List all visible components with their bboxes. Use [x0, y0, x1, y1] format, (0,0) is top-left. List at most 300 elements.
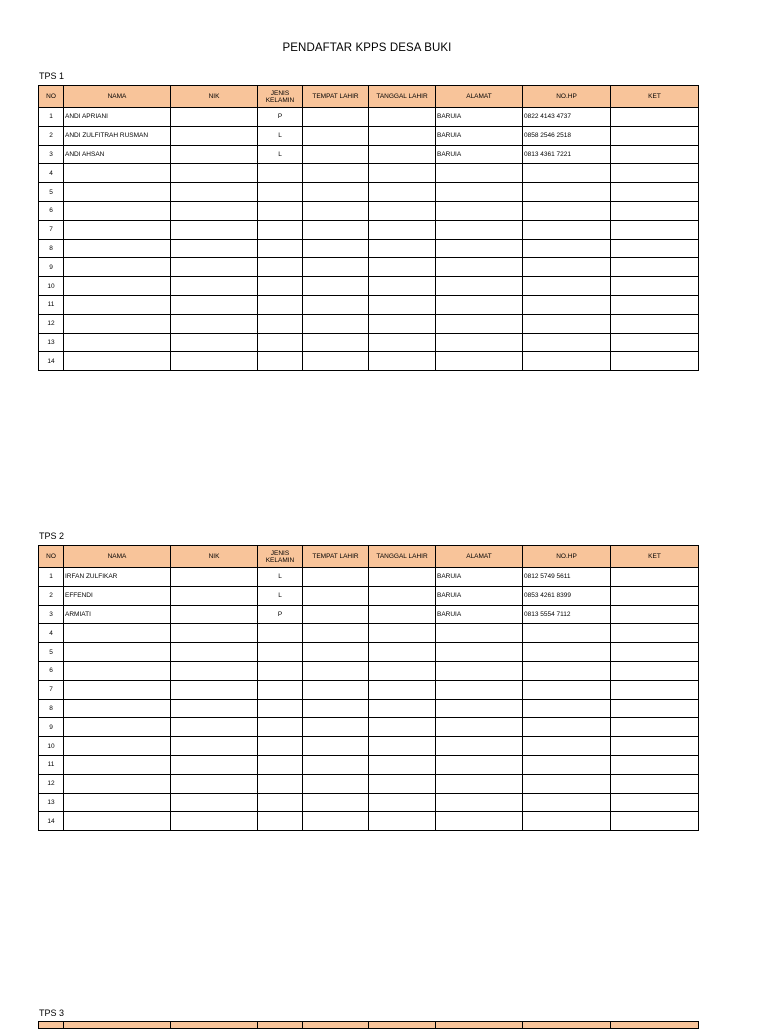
cell-nama: [64, 201, 171, 220]
cell-alamat: [436, 277, 523, 296]
cell-jenis-kelamin: [258, 624, 303, 643]
table-row: [39, 699, 699, 718]
cell-jenis-kelamin: L: [258, 145, 303, 164]
cell-nik: [171, 605, 258, 624]
table-row: [39, 352, 699, 371]
cell-alamat: [436, 699, 523, 718]
table-row: [39, 295, 699, 314]
cell-tempat-lahir: [303, 680, 369, 699]
cell-no-hp: 0853 4261 8399: [523, 586, 611, 605]
cell-ket: [611, 239, 699, 258]
table-row: [39, 239, 699, 258]
cell-tempat-lahir: [303, 220, 369, 239]
cell-nik: [171, 568, 258, 587]
cell-alamat: [436, 774, 523, 793]
cell-tempat-lahir: [303, 755, 369, 774]
cell-jenis-kelamin: L: [258, 126, 303, 145]
cell-no-hp: [523, 295, 611, 314]
cell-alamat: [436, 624, 523, 643]
cell-tanggal-lahir: [369, 643, 436, 662]
table-row: [39, 605, 699, 624]
cell-ket: [611, 586, 699, 605]
column-header-nik: NIK: [171, 86, 258, 108]
cell-nik: [171, 718, 258, 737]
cell-alamat: [436, 755, 523, 774]
cell-tempat-lahir: [303, 643, 369, 662]
cell-tempat-lahir: [303, 568, 369, 587]
cell-ket: [611, 352, 699, 371]
cell-tanggal-lahir: [369, 718, 436, 737]
cell-tempat-lahir: [303, 812, 369, 831]
cell-no-hp: 0813 5554 7112: [523, 605, 611, 624]
cell-tempat-lahir: [303, 108, 369, 127]
cell-ket: [611, 755, 699, 774]
table-row: [39, 314, 699, 333]
cell-ket: [611, 737, 699, 756]
cell-tempat-lahir: [303, 145, 369, 164]
cell-tempat-lahir: [303, 314, 369, 333]
cell-nama: ANDI AHSAN: [64, 145, 171, 164]
table-row: [39, 643, 699, 662]
cell-nama: [64, 661, 171, 680]
cell-nama: [64, 258, 171, 277]
cell-tempat-lahir: [303, 164, 369, 183]
cell-no: 3: [39, 605, 64, 624]
cell-alamat: [436, 314, 523, 333]
cell-jenis-kelamin: [258, 793, 303, 812]
cell-no-hp: [523, 220, 611, 239]
cell-nama: [64, 643, 171, 662]
table-row: [39, 624, 699, 643]
cell-no-hp: [523, 183, 611, 202]
cell-nik: [171, 812, 258, 831]
cell-tempat-lahir: [303, 333, 369, 352]
cell-tempat-lahir: [303, 737, 369, 756]
cell-nama: [64, 737, 171, 756]
cell-jenis-kelamin: [258, 258, 303, 277]
cell-tempat-lahir: [303, 258, 369, 277]
cell-tanggal-lahir: [369, 333, 436, 352]
cell-jenis-kelamin: L: [258, 586, 303, 605]
cell-alamat: BARUIA: [436, 108, 523, 127]
cell-jenis-kelamin: [258, 774, 303, 793]
cell-tempat-lahir: [303, 277, 369, 296]
cell-ket: [611, 295, 699, 314]
cell-no: 3: [39, 145, 64, 164]
cell-tanggal-lahir: [369, 774, 436, 793]
cell-alamat: [436, 164, 523, 183]
cell-tanggal-lahir: [369, 812, 436, 831]
cell-no-hp: [523, 624, 611, 643]
table-row: [39, 718, 699, 737]
cell-no: 4: [39, 624, 64, 643]
cell-no-hp: 0812 5749 5611: [523, 568, 611, 587]
cell-no-hp: [523, 352, 611, 371]
cell-jenis-kelamin: [258, 643, 303, 662]
cell-tanggal-lahir: [369, 737, 436, 756]
cell-jenis-kelamin: [258, 680, 303, 699]
cell-alamat: [436, 239, 523, 258]
cell-ket: [611, 145, 699, 164]
registrant-table-tps-1: [38, 85, 699, 371]
cell-nik: [171, 624, 258, 643]
cell-nama: IRFAN ZULFIKAR: [64, 568, 171, 587]
cell-nama: [64, 680, 171, 699]
cell-nik: [171, 699, 258, 718]
cell-no-hp: [523, 737, 611, 756]
cell-jenis-kelamin: [258, 164, 303, 183]
cell-ket: [611, 568, 699, 587]
table-row: [39, 220, 699, 239]
cell-nama: [64, 718, 171, 737]
cell-nik: [171, 126, 258, 145]
cell-tanggal-lahir: [369, 295, 436, 314]
cell-nik: [171, 774, 258, 793]
table-row: [39, 568, 699, 587]
cell-ket: [611, 258, 699, 277]
table-row: [39, 586, 699, 605]
cell-ket: [611, 793, 699, 812]
cell-no: 7: [39, 680, 64, 699]
cell-no: 6: [39, 201, 64, 220]
cell-no-hp: 0813 4361 7221: [523, 145, 611, 164]
cell-no: 8: [39, 699, 64, 718]
cell-nama: [64, 295, 171, 314]
cell-nama: [64, 164, 171, 183]
cell-nama: [64, 314, 171, 333]
cell-tanggal-lahir: [369, 568, 436, 587]
column-header-jenis-kelamin: JENIS KELAMIN: [258, 86, 303, 108]
cell-jenis-kelamin: [258, 352, 303, 371]
cell-ket: [611, 680, 699, 699]
cell-no-hp: [523, 164, 611, 183]
cell-tempat-lahir: [303, 352, 369, 371]
cell-no: 12: [39, 314, 64, 333]
cell-jenis-kelamin: [258, 699, 303, 718]
cell-nik: [171, 295, 258, 314]
cell-alamat: [436, 258, 523, 277]
cell-no-hp: [523, 661, 611, 680]
cell-no: 14: [39, 812, 64, 831]
section-label-tps-3: TPS 3: [39, 1008, 65, 1018]
column-header-alamat: ALAMAT: [436, 86, 523, 108]
cell-tanggal-lahir: [369, 755, 436, 774]
cell-jenis-kelamin: [258, 239, 303, 258]
cell-alamat: [436, 220, 523, 239]
cell-tempat-lahir: [303, 661, 369, 680]
cell-nama: [64, 277, 171, 296]
cell-no-hp: [523, 277, 611, 296]
column-header-alamat: ALAMAT: [436, 546, 523, 568]
cell-no: 12: [39, 774, 64, 793]
cell-no: 2: [39, 126, 64, 145]
table-header-row: [39, 86, 699, 108]
cell-alamat: [436, 643, 523, 662]
cell-no: 10: [39, 277, 64, 296]
cell-no-hp: [523, 812, 611, 831]
cell-alamat: BARUIA: [436, 568, 523, 587]
cell-tanggal-lahir: [369, 220, 436, 239]
table-row: [39, 755, 699, 774]
registrant-table-tps-3-header-partial: [38, 1021, 699, 1029]
column-header-tanggal-lahir: TANGGAL LAHIR: [369, 546, 436, 568]
cell-ket: [611, 643, 699, 662]
cell-no: 6: [39, 661, 64, 680]
cell-no-hp: [523, 201, 611, 220]
cell-alamat: [436, 333, 523, 352]
cell-tanggal-lahir: [369, 145, 436, 164]
cell-no: 1: [39, 108, 64, 127]
table-row: [39, 277, 699, 296]
cell-nik: [171, 183, 258, 202]
cell-ket: [611, 126, 699, 145]
cell-nama: [64, 220, 171, 239]
cell-alamat: BARUIA: [436, 145, 523, 164]
cell-tempat-lahir: [303, 699, 369, 718]
cell-jenis-kelamin: [258, 201, 303, 220]
cell-nik: [171, 258, 258, 277]
column-header-no-hp: NO.HP: [523, 546, 611, 568]
cell-no: 4: [39, 164, 64, 183]
column-header-ket: KET: [611, 546, 699, 568]
cell-tanggal-lahir: [369, 164, 436, 183]
cell-alamat: [436, 201, 523, 220]
cell-jenis-kelamin: P: [258, 605, 303, 624]
table-row: [39, 201, 699, 220]
registrant-table-tps-2: [38, 545, 699, 831]
cell-tanggal-lahir: [369, 277, 436, 296]
cell-nama: [64, 183, 171, 202]
cell-alamat: [436, 737, 523, 756]
cell-no-hp: [523, 643, 611, 662]
cell-tempat-lahir: [303, 605, 369, 624]
cell-ket: [611, 164, 699, 183]
cell-jenis-kelamin: [258, 718, 303, 737]
cell-tanggal-lahir: [369, 314, 436, 333]
table-row: [39, 680, 699, 699]
column-header-no: NO: [39, 546, 64, 568]
column-header-ket: KET: [611, 86, 699, 108]
cell-nama: [64, 239, 171, 258]
cell-tanggal-lahir: [369, 258, 436, 277]
cell-jenis-kelamin: [258, 183, 303, 202]
cell-nama: ANDI APRIANI: [64, 108, 171, 127]
cell-tempat-lahir: [303, 624, 369, 643]
column-header-tanggal-lahir: TANGGAL LAHIR: [369, 86, 436, 108]
cell-no: 11: [39, 295, 64, 314]
cell-tanggal-lahir: [369, 699, 436, 718]
cell-tempat-lahir: [303, 718, 369, 737]
table-row: [39, 793, 699, 812]
cell-nama: [64, 774, 171, 793]
cell-ket: [611, 314, 699, 333]
column-header-jenis-kelamin: JENIS KELAMIN: [258, 546, 303, 568]
cell-nik: [171, 793, 258, 812]
cell-tanggal-lahir: [369, 586, 436, 605]
cell-ket: [611, 201, 699, 220]
cell-jenis-kelamin: [258, 314, 303, 333]
cell-nama: [64, 352, 171, 371]
cell-nik: [171, 164, 258, 183]
cell-ket: [611, 605, 699, 624]
cell-tanggal-lahir: [369, 126, 436, 145]
cell-no-hp: [523, 258, 611, 277]
cell-tempat-lahir: [303, 239, 369, 258]
cell-nik: [171, 643, 258, 662]
cell-nama: [64, 793, 171, 812]
cell-jenis-kelamin: [258, 737, 303, 756]
table-row: [39, 258, 699, 277]
cell-nama: ANDI ZULFITRAH RUSMAN: [64, 126, 171, 145]
cell-tempat-lahir: [303, 201, 369, 220]
table-row: [39, 108, 699, 127]
cell-nik: [171, 352, 258, 371]
table-row: [39, 812, 699, 831]
cell-no: 1: [39, 568, 64, 587]
cell-nama: EFFENDI: [64, 586, 171, 605]
cell-nik: [171, 680, 258, 699]
table-row: [39, 333, 699, 352]
cell-ket: [611, 718, 699, 737]
cell-tanggal-lahir: [369, 108, 436, 127]
cell-ket: [611, 277, 699, 296]
cell-alamat: [436, 718, 523, 737]
cell-no-hp: 0858 2546 2518: [523, 126, 611, 145]
cell-jenis-kelamin: [258, 220, 303, 239]
cell-tempat-lahir: [303, 295, 369, 314]
cell-ket: [611, 774, 699, 793]
cell-tempat-lahir: [303, 793, 369, 812]
cell-no-hp: [523, 333, 611, 352]
cell-alamat: BARUIA: [436, 586, 523, 605]
cell-nik: [171, 145, 258, 164]
cell-jenis-kelamin: [258, 812, 303, 831]
cell-nik: [171, 314, 258, 333]
cell-tanggal-lahir: [369, 201, 436, 220]
cell-tanggal-lahir: [369, 624, 436, 643]
cell-ket: [611, 333, 699, 352]
cell-no-hp: [523, 680, 611, 699]
cell-tanggal-lahir: [369, 183, 436, 202]
cell-nama: [64, 755, 171, 774]
cell-ket: [611, 108, 699, 127]
cell-alamat: [436, 183, 523, 202]
cell-nik: [171, 586, 258, 605]
cell-ket: [611, 699, 699, 718]
cell-tanggal-lahir: [369, 680, 436, 699]
cell-nik: [171, 201, 258, 220]
cell-alamat: [436, 680, 523, 699]
cell-no-hp: 0822 4143 4737: [523, 108, 611, 127]
cell-no-hp: [523, 239, 611, 258]
table-row: [39, 164, 699, 183]
table-row: [39, 126, 699, 145]
table-row: [39, 661, 699, 680]
table-row: [39, 737, 699, 756]
cell-no-hp: [523, 314, 611, 333]
cell-alamat: [436, 793, 523, 812]
cell-no: 5: [39, 643, 64, 662]
cell-nik: [171, 239, 258, 258]
cell-no: 11: [39, 755, 64, 774]
cell-nama: [64, 624, 171, 643]
cell-ket: [611, 661, 699, 680]
column-header-nama: NAMA: [64, 546, 171, 568]
cell-tempat-lahir: [303, 586, 369, 605]
cell-tanggal-lahir: [369, 605, 436, 624]
cell-jenis-kelamin: [258, 295, 303, 314]
column-header-tempat-lahir: TEMPAT LAHIR: [303, 546, 369, 568]
table-row: [39, 145, 699, 164]
cell-jenis-kelamin: L: [258, 568, 303, 587]
cell-nik: [171, 108, 258, 127]
cell-jenis-kelamin: [258, 755, 303, 774]
cell-tanggal-lahir: [369, 793, 436, 812]
cell-alamat: BARUIA: [436, 605, 523, 624]
column-header-nik: NIK: [171, 546, 258, 568]
cell-nama: [64, 699, 171, 718]
cell-nik: [171, 333, 258, 352]
cell-no: 5: [39, 183, 64, 202]
cell-alamat: BARUIA: [436, 126, 523, 145]
column-header-nama: NAMA: [64, 86, 171, 108]
cell-no-hp: [523, 718, 611, 737]
cell-nik: [171, 220, 258, 239]
cell-ket: [611, 220, 699, 239]
cell-jenis-kelamin: P: [258, 108, 303, 127]
cell-no: 9: [39, 718, 64, 737]
cell-tempat-lahir: [303, 183, 369, 202]
cell-tanggal-lahir: [369, 352, 436, 371]
cell-no: 13: [39, 333, 64, 352]
table-header-row: [39, 546, 699, 568]
cell-no: 9: [39, 258, 64, 277]
cell-tempat-lahir: [303, 126, 369, 145]
cell-no: 8: [39, 239, 64, 258]
cell-alamat: [436, 352, 523, 371]
cell-no: 2: [39, 586, 64, 605]
cell-alamat: [436, 812, 523, 831]
cell-tanggal-lahir: [369, 661, 436, 680]
cell-alamat: [436, 661, 523, 680]
cell-no-hp: [523, 699, 611, 718]
column-header-no-hp: NO.HP: [523, 86, 611, 108]
cell-tempat-lahir: [303, 774, 369, 793]
cell-jenis-kelamin: [258, 661, 303, 680]
column-header-tempat-lahir: TEMPAT LAHIR: [303, 86, 369, 108]
cell-alamat: [436, 295, 523, 314]
cell-nama: [64, 812, 171, 831]
cell-no: 14: [39, 352, 64, 371]
cell-nama: [64, 333, 171, 352]
cell-no-hp: [523, 793, 611, 812]
section-label-tps-1: TPS 1: [39, 71, 65, 81]
table-row: [39, 183, 699, 202]
cell-no-hp: [523, 774, 611, 793]
cell-ket: [611, 183, 699, 202]
cell-nama: ARMIATI: [64, 605, 171, 624]
cell-jenis-kelamin: [258, 277, 303, 296]
table-row: [39, 774, 699, 793]
cell-tanggal-lahir: [369, 239, 436, 258]
cell-no: 7: [39, 220, 64, 239]
cell-no: 10: [39, 737, 64, 756]
page-title: PENDAFTAR KPPS DESA BUKI: [282, 42, 452, 54]
cell-jenis-kelamin: [258, 333, 303, 352]
cell-no-hp: [523, 755, 611, 774]
cell-nik: [171, 755, 258, 774]
cell-nik: [171, 737, 258, 756]
